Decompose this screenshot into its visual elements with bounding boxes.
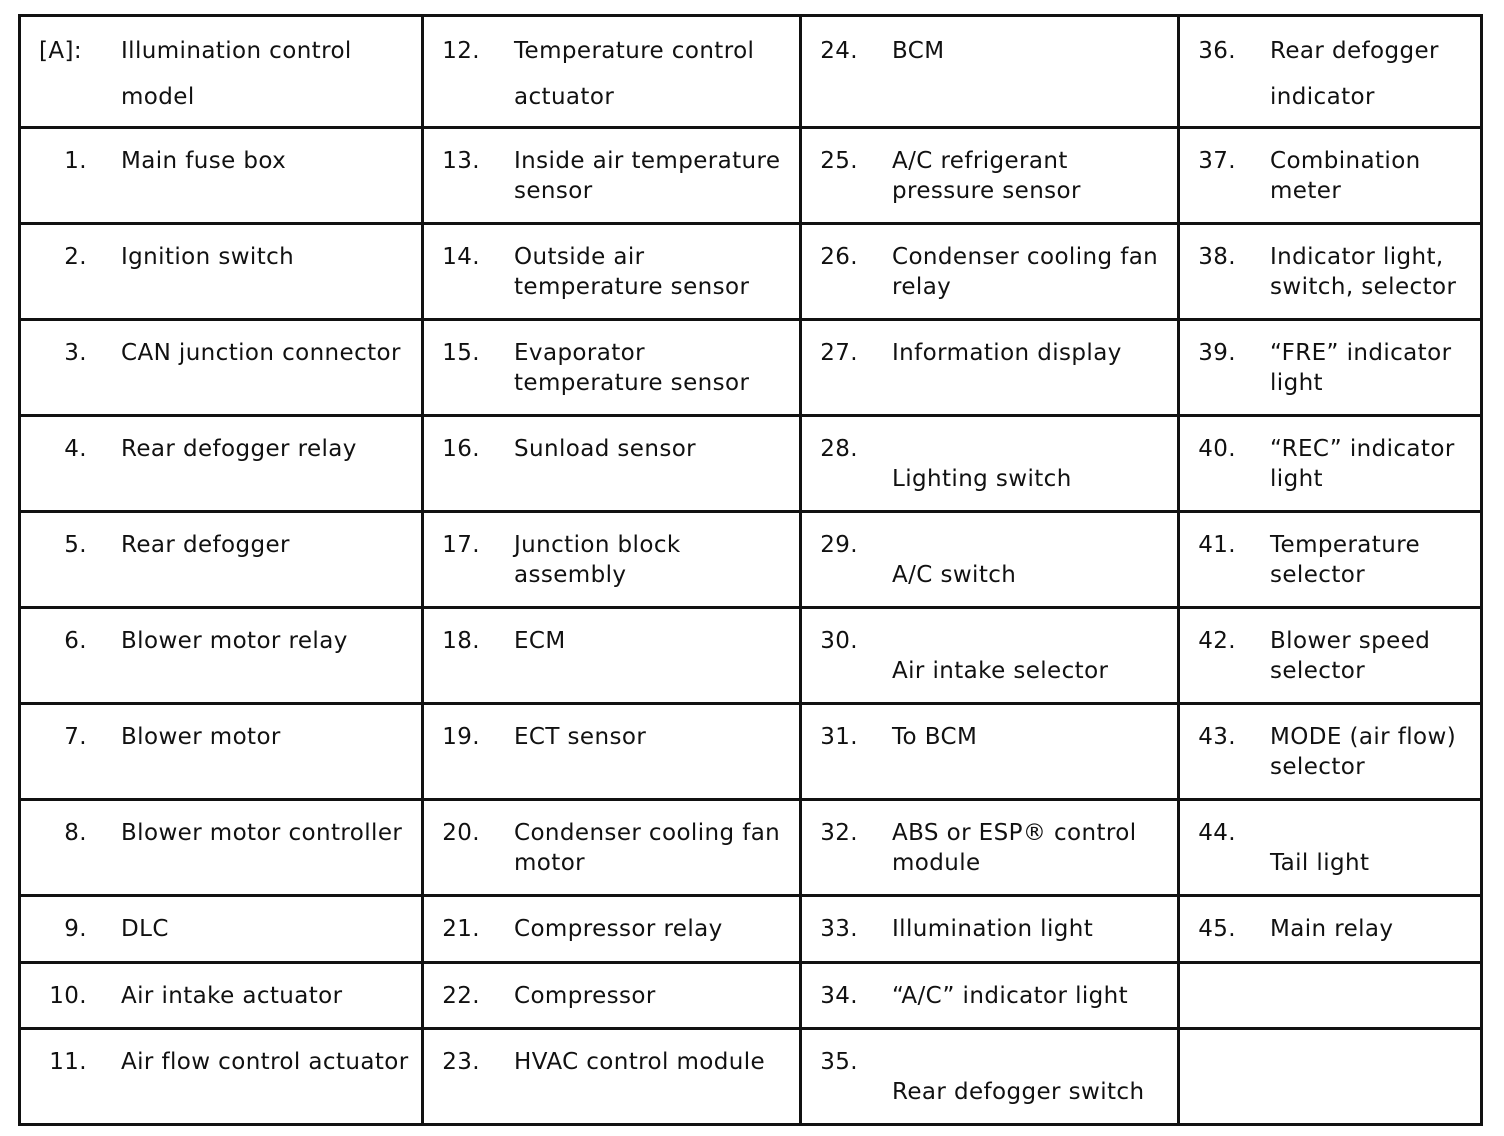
item-label: Sunload sensor (514, 436, 697, 462)
item-label: “FRE” indicator light (1270, 340, 1452, 396)
item-number: 2. (64, 244, 87, 270)
item-label: “REC” indicator light (1270, 436, 1455, 492)
item-label: Illumination control model (121, 38, 352, 110)
legend-cell (1179, 416, 1482, 512)
legend-cell (20, 704, 423, 800)
item-number: 17. (442, 532, 480, 558)
legend-cell-empty (1179, 963, 1482, 1029)
item-label: Air intake actuator (121, 983, 343, 1009)
legend-cell (20, 608, 423, 704)
legend-cell (1179, 320, 1482, 416)
item-label: Blower motor relay (121, 628, 348, 654)
item-number: 23. (442, 1049, 480, 1075)
legend-cell (1179, 704, 1482, 800)
legend-cell (1179, 608, 1482, 704)
item-number: 34. (820, 983, 858, 1009)
item-label: Tail light (1270, 850, 1370, 876)
legend-cell-empty (1179, 1029, 1482, 1125)
legend-cell (423, 416, 801, 512)
legend-cell (20, 320, 423, 416)
component-legend-table (18, 14, 1483, 1126)
legend-cell (20, 896, 423, 963)
item-label: Compressor relay (514, 916, 723, 942)
legend-cell (801, 320, 1179, 416)
item-label: A/C switch (892, 562, 1017, 588)
item-label: Indicator light, switch, selector (1270, 244, 1457, 300)
legend-cell (20, 16, 423, 128)
legend-cell (423, 320, 801, 416)
item-number: 1. (64, 148, 87, 174)
table-row (20, 608, 1482, 704)
legend-cell (1179, 896, 1482, 963)
item-label: ABS or ESP® control module (892, 820, 1137, 876)
item-label: ECT sensor (514, 724, 647, 750)
item-number: 15. (442, 340, 480, 366)
item-number: 30. (820, 628, 858, 654)
legend-cell (423, 608, 801, 704)
legend-cell (1179, 512, 1482, 608)
legend-cell (20, 416, 423, 512)
table-row (20, 416, 1482, 512)
item-label: Rear defogger relay (121, 436, 357, 462)
item-number: 6. (64, 628, 87, 654)
item-number: 19. (442, 724, 480, 750)
item-number: 44. (1198, 820, 1236, 846)
item-number: 41. (1198, 532, 1236, 558)
item-label: Air intake selector (892, 658, 1109, 684)
item-number: 31. (820, 724, 858, 750)
legend-cell (801, 224, 1179, 320)
item-number: 29. (820, 532, 858, 558)
item-number: 10. (49, 983, 87, 1009)
item-label: ECM (514, 628, 566, 654)
item-label: Temperature selector (1270, 532, 1421, 588)
item-label: Blower motor (121, 724, 281, 750)
item-label: Ignition switch (121, 244, 295, 270)
item-label: DLC (121, 916, 169, 942)
item-label: “A/C” indicator light (892, 983, 1129, 1009)
item-number: 45. (1198, 916, 1236, 942)
item-label: Information display (892, 340, 1122, 366)
legend-cell (20, 224, 423, 320)
table-row (20, 1029, 1482, 1125)
legend-cell (801, 16, 1179, 128)
legend-cell (801, 512, 1179, 608)
item-label: To BCM (892, 724, 978, 750)
item-label: Inside air temperature sensor (514, 148, 781, 204)
item-label: Main fuse box (121, 148, 287, 174)
item-number: 21. (442, 916, 480, 942)
item-label: Air flow control actuator (121, 1049, 409, 1075)
table-row (20, 128, 1482, 224)
legend-cell (20, 1029, 423, 1125)
item-number: 4. (64, 436, 87, 462)
item-number: 11. (49, 1049, 87, 1075)
item-label: Outside air temperature sensor (514, 244, 750, 300)
item-number: 43. (1198, 724, 1236, 750)
legend-cell (1179, 128, 1482, 224)
legend-cell (423, 704, 801, 800)
item-label: Rear defogger indicator (1270, 38, 1439, 110)
item-number: 42. (1198, 628, 1236, 654)
item-number: 9. (64, 916, 87, 942)
item-label: Main relay (1270, 916, 1394, 942)
item-number: 37. (1198, 148, 1236, 174)
item-number: 8. (64, 820, 87, 846)
legend-cell (20, 800, 423, 896)
legend-cell (801, 963, 1179, 1029)
item-number: 28. (820, 436, 858, 462)
item-number: 39. (1198, 340, 1236, 366)
legend-cell (423, 896, 801, 963)
legend-cell (423, 16, 801, 128)
legend-cell (20, 512, 423, 608)
item-number: 16. (442, 436, 480, 462)
legend-cell (1179, 800, 1482, 896)
legend-cell (1179, 16, 1482, 128)
table-row (20, 16, 1482, 128)
legend-cell (1179, 224, 1482, 320)
item-label: Junction block assembly (514, 532, 681, 588)
item-number: 35. (820, 1049, 858, 1075)
legend-cell (801, 128, 1179, 224)
item-number: 18. (442, 628, 480, 654)
table-row (20, 963, 1482, 1029)
item-number: 38. (1198, 244, 1236, 270)
table-row (20, 512, 1482, 608)
item-label: Rear defogger (121, 532, 290, 558)
item-number: 13. (442, 148, 480, 174)
item-label: Condenser cooling fan relay (892, 244, 1159, 300)
legend-cell (423, 128, 801, 224)
item-label: Blower speed selector (1270, 628, 1431, 684)
item-label: Rear defogger switch (892, 1079, 1145, 1105)
item-label: MODE (air flow) selector (1270, 724, 1457, 780)
legend-cell (801, 800, 1179, 896)
legend-cell (423, 224, 801, 320)
legend-cell (801, 608, 1179, 704)
item-number: 32. (820, 820, 858, 846)
item-label: Compressor (514, 983, 656, 1009)
legend-cell (423, 963, 801, 1029)
item-label: Temperature control actuator (514, 38, 755, 110)
item-number: 33. (820, 916, 858, 942)
item-number: 36. (1198, 38, 1236, 64)
item-number: 25. (820, 148, 858, 174)
legend-cell (423, 800, 801, 896)
item-number: 5. (64, 532, 87, 558)
item-label: CAN junction connector (121, 340, 401, 366)
legend-cell (20, 963, 423, 1029)
legend-cell (423, 512, 801, 608)
item-number: 14. (442, 244, 480, 270)
item-label: HVAC control module (514, 1049, 766, 1075)
item-number: 24. (820, 38, 858, 64)
table-row (20, 224, 1482, 320)
item-label: Lighting switch (892, 466, 1072, 492)
item-label: Evaporator temperature sensor (514, 340, 750, 396)
item-number: 22. (442, 983, 480, 1009)
item-number: 40. (1198, 436, 1236, 462)
item-number: 27. (820, 340, 858, 366)
legend-cell (20, 128, 423, 224)
legend-cell (801, 1029, 1179, 1125)
legend-cell (801, 896, 1179, 963)
item-label: Condenser cooling fan motor (514, 820, 781, 876)
table-row (20, 320, 1482, 416)
item-label: Illumination light (892, 916, 1094, 942)
item-number: 3. (64, 340, 87, 366)
legend-cell (801, 704, 1179, 800)
item-number: 26. (820, 244, 858, 270)
table-row (20, 896, 1482, 963)
item-label: A/C refrigerant pressure sensor (892, 148, 1081, 204)
item-label: Blower motor controller (121, 820, 403, 846)
legend-cell (801, 416, 1179, 512)
item-label: BCM (892, 38, 945, 64)
table-row (20, 704, 1482, 800)
table-row (20, 800, 1482, 896)
legend-cell (423, 1029, 801, 1125)
item-number: 7. (64, 724, 87, 750)
item-number: 12. (442, 38, 480, 64)
item-label: Combination meter (1270, 148, 1421, 204)
item-number: 20. (442, 820, 480, 846)
item-number: [A]: (39, 38, 83, 64)
